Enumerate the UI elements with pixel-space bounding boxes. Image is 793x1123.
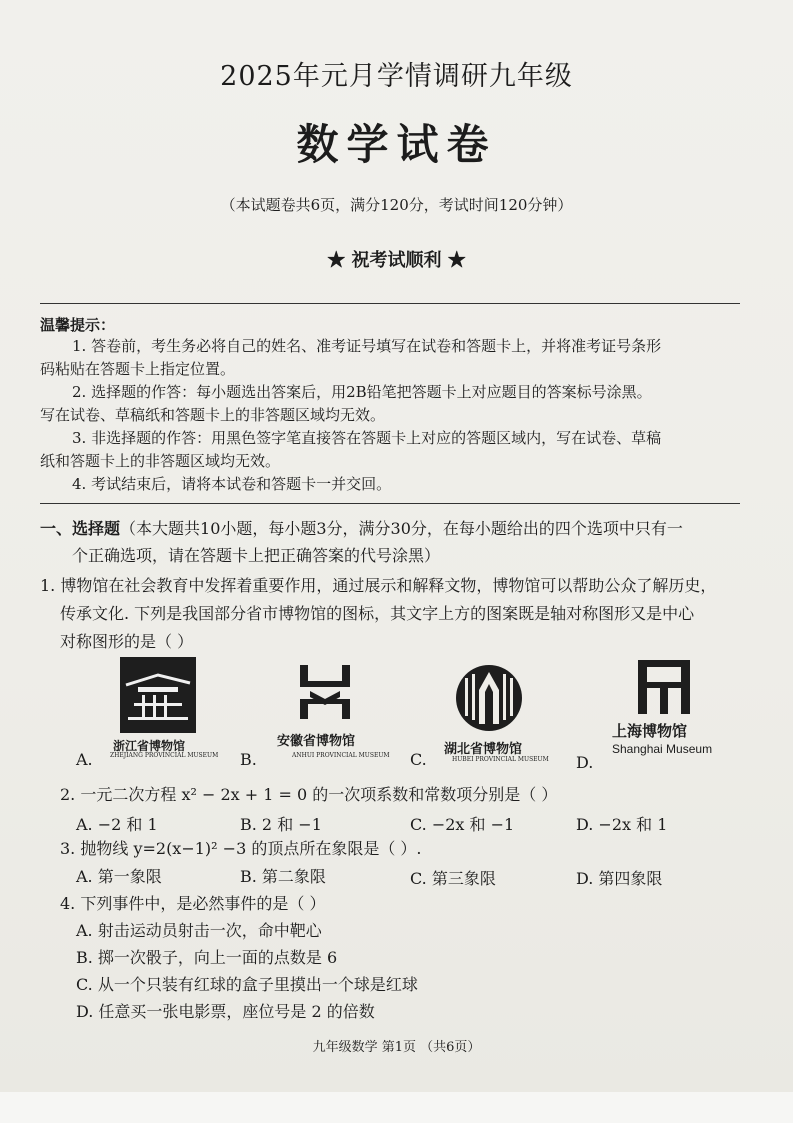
- q1-stem-line: 1. 博物馆在社会教育中发挥着重要作用，通过展示和解释文物，博物馆可以帮助公众了解历史，: [40, 576, 717, 595]
- q2-option: C. −2x 和 −1: [410, 815, 515, 834]
- zhejiang-museum-icon: [120, 657, 196, 733]
- shanghai-museum-icon: [636, 658, 692, 716]
- q3-option: B. 第二象限: [240, 867, 326, 886]
- q4-option: D. 任意买一张电影票，座位号是 2 的倍数: [76, 1002, 375, 1021]
- page-bottom-margin: [0, 1092, 793, 1123]
- q1-option-a-label: A.: [76, 750, 93, 769]
- tip-line: 3. 非选择题的作答：用黑色签字笔直接答在答题卡上对应的答题区域内，写在试卷、草稿: [72, 429, 662, 447]
- q4-option: A. 射击运动员射击一次，命中靶心: [76, 921, 322, 940]
- shanghai-museum-name: 上海博物馆: [612, 722, 688, 740]
- exam-note: （本试题卷共6页，满分120分，考试时间120分钟）: [220, 196, 573, 214]
- divider-top: [40, 303, 740, 304]
- divider-bottom: [40, 503, 740, 504]
- q1-stem-line: 传承文化. 下列是我国部分省市博物馆的图标，其文字上方的图案既是轴对称图形又是中心: [60, 604, 695, 623]
- q3-stem: 3. 抛物线 y=2(x−1)² −3 的顶点所在象限是（ ）.: [60, 839, 422, 858]
- q2-option: A. −2 和 1: [76, 815, 158, 834]
- q4-option: C. 从一个只装有红球的盒子里摸出一个球是红球: [76, 975, 418, 994]
- hubei-museum-subname: HUBEI PROVINCIAL MUSEUM: [452, 756, 549, 763]
- tip-line: 写在试卷、草稿纸和答题卡上的非答题区域均无效。: [40, 406, 386, 424]
- q3-option: D. 第四象限: [576, 869, 663, 888]
- hubei-museum-name: 湖北省博物馆: [444, 742, 523, 757]
- tip-line: 码粘贴在答题卡上指定位置。: [40, 360, 236, 378]
- anhui-museum-name: 安徽省博物馆: [277, 734, 356, 749]
- q3-option: A. 第一象限: [76, 867, 162, 886]
- zhejiang-museum-subname: ZHEJIANG PROVINCIAL MUSEUM: [110, 752, 219, 759]
- zhejiang-museum-name: 浙江省博物馆: [113, 739, 186, 753]
- tips-heading: 温馨提示：: [40, 316, 116, 334]
- q2-stem: 2. 一元二次方程 x² − 2x + 1 = 0 的一次项系数和常数项分别是（ ）: [60, 785, 558, 804]
- hubei-museum-icon: [455, 664, 523, 732]
- q4-option: B. 掷一次骰子，向上一面的点数是 6: [76, 948, 338, 967]
- shanghai-museum-subname: Shanghai Museum: [612, 742, 713, 756]
- q1-option-d-label: D.: [576, 753, 594, 772]
- q4-stem: 4. 下列事件中，是必然事件的是（ ）: [60, 894, 326, 913]
- q1-stem-line: 对称图形的是（ ）: [60, 632, 194, 651]
- tip-line: 1. 答卷前，考生务必将自己的姓名、准考证号填写在试卷和答题卡上，并将准考证号条形: [72, 337, 662, 355]
- tip-line: 2. 选择题的作答：每小题选出答案后，用2B铅笔把答题卡上对应题目的答案标号涂黑。: [72, 383, 652, 401]
- section1-instructions: （本大题共10小题，每小题3分，满分30分，在每小题给出的四个选项中只有一: [120, 519, 683, 538]
- q2-option: D. −2x 和 1: [576, 815, 668, 834]
- tip-line: 4. 考试结束后，请将本试卷和答题卡一并交回。: [72, 475, 392, 493]
- tip-line: 纸和答题卡上的非答题区域均无效。: [40, 452, 281, 470]
- anhui-museum-icon: [298, 663, 352, 721]
- q2-option: B. 2 和 −1: [240, 815, 322, 834]
- section1-line1: [40, 516, 683, 539]
- q3-option: C. 第三象限: [410, 869, 496, 888]
- exam-subject: 数学试卷: [296, 120, 497, 169]
- good-luck-banner: ★ 祝考试顺利 ★: [327, 250, 466, 271]
- exam-title: 2025年元月学情调研九年级: [220, 61, 573, 92]
- q1-option-b-label: B.: [240, 750, 257, 769]
- page-footer: 九年级数学 第1页 （共6页）: [312, 1040, 481, 1055]
- section1-line2: 个正确选项，请在答题卡上把正确答案的代号涂黑）: [72, 546, 441, 565]
- q1-option-c-label: C.: [410, 750, 427, 769]
- anhui-museum-subname: ANHUI PROVINCIAL MUSEUM: [292, 752, 390, 759]
- section1-heading: 一、选择题: [40, 519, 121, 538]
